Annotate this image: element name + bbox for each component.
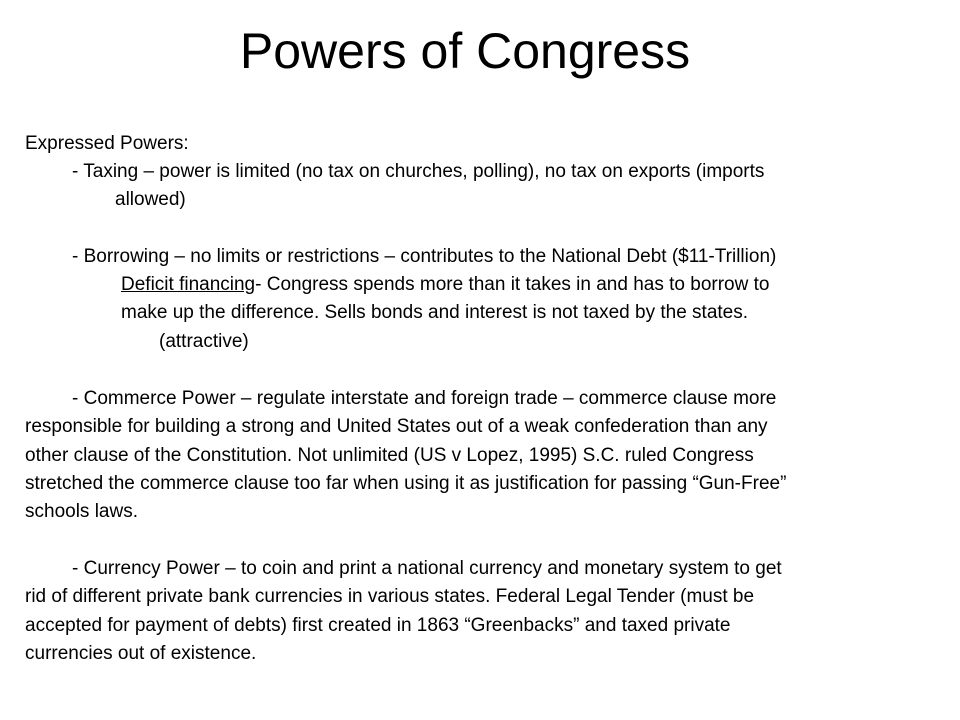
currency-line-4: currencies out of existence.: [25, 643, 257, 664]
taxing-line-1: - Taxing – power is limited (no tax on churches, polling), no tax on exports (imports: [72, 161, 765, 182]
borrowing-line-4: (attractive): [159, 331, 249, 352]
commerce-line-5: schools laws.: [25, 501, 138, 522]
commerce-line-1: - Commerce Power – regulate interstate and foreign trade – commerce clause more: [72, 388, 777, 409]
commerce-line-3: other clause of the Constitution. Not unlimited (US v Lopez, 1995) S.C. ruled Congress: [25, 445, 754, 466]
commerce-line-2: responsible for building a strong and United States out of a weak confederation than any: [25, 416, 768, 437]
expressed-powers-heading: Expressed Powers:: [25, 133, 189, 154]
deficit-financing-definition: - Congress spends more than it takes in and has to borrow to: [255, 274, 770, 295]
currency-line-2: rid of different private bank currencies in various states. Federal Legal Tender (must be: [25, 586, 755, 607]
borrowing-line-1: - Borrowing – no limits or restrictions – contributes to the National Debt ($11-Trillion): [72, 246, 777, 267]
borrowing-line-2: [121, 273, 769, 297]
commerce-line-4: stretched the commerce clause too far when using it as justification for passing “Gun-Free”: [25, 473, 787, 494]
taxing-line-2: allowed): [115, 189, 186, 210]
currency-line-1: - Currency Power – to coin and print a national currency and monetary system to get: [72, 558, 782, 579]
currency-line-3: accepted for payment of debts) first created in 1863 “Greenbacks” and taxed private: [25, 615, 731, 636]
slide-title: Powers of Congress: [239, 23, 691, 79]
deficit-financing-term: Deficit financing: [121, 274, 256, 295]
borrowing-line-3: make up the difference. Sells bonds and interest is not taxed by the states.: [121, 302, 749, 323]
